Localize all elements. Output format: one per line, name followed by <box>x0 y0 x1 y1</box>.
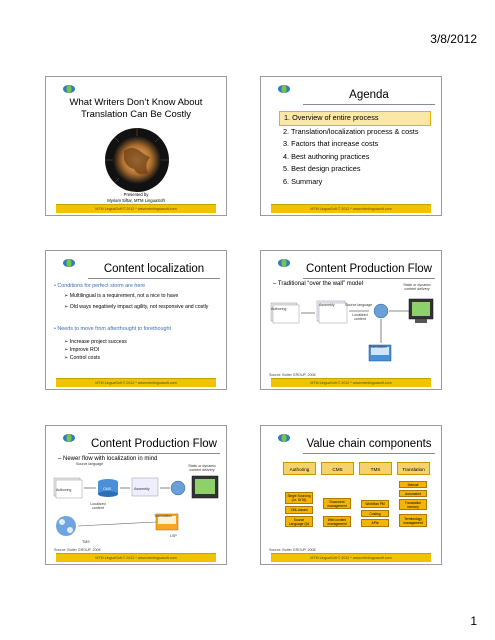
translation-label: Translation <box>369 345 387 349</box>
cell-automated: Automated <box>399 490 427 497</box>
slide-production-flow-traditional <box>260 250 442 390</box>
slide-footer: MTM LinguaSoft © 2012 * www.mtmlinguasoft.com <box>56 553 216 562</box>
agenda-item: 3. Factors that increase costs <box>283 139 379 148</box>
agenda-list <box>279 111 431 188</box>
slide-footer: MTM LinguaSoft © 2012 * www.mtmlinguasoft.com <box>56 204 216 213</box>
slide-agenda <box>260 76 442 216</box>
slide-title <box>45 76 227 216</box>
cell-apis: APIs <box>361 519 389 527</box>
bullet-level2: ➢ Increase project success <box>64 339 127 345</box>
column-tms: TMS <box>359 462 392 475</box>
cell-document-management: Document management <box>323 498 351 509</box>
localized-label: Localized content <box>352 313 368 321</box>
delivery-label: Static or dynamic content delivery <box>188 464 216 472</box>
column-cms: CMS <box>321 462 354 475</box>
slide-heading: Content Production Flow <box>88 438 220 454</box>
slide-content-localization <box>45 250 227 390</box>
assembly-label: Assembly <box>134 487 150 491</box>
assembly-label: Assembly <box>319 303 335 307</box>
source-language-label: Source language <box>345 303 373 307</box>
globe-image <box>104 127 170 193</box>
slide-footer: MTM LinguaSoft © 2012 * www.mtmlinguasoft.com <box>271 204 431 213</box>
authoring-label: Authoring <box>56 488 72 492</box>
agenda-item: 2. Translation/localization process & costs <box>283 126 419 136</box>
bullet-level2: ➢ Improve ROI <box>64 347 100 353</box>
slide-production-flow-newer <box>45 425 227 565</box>
slide-heading: Content Production Flow <box>303 263 435 279</box>
cell-single-sourcing: Single Sourcing (i.e. DITA) <box>285 492 313 504</box>
bullet-level2: ➢ Old ways negatively impact agility, not responsive and costly <box>64 304 209 310</box>
slide-footer: MTM LinguaSoft © 2012 * www.mtmlinguasoft.com <box>56 378 216 387</box>
cell-terminology-management: Terminology management <box>399 514 427 527</box>
column-authoring: Authoring <box>283 462 316 475</box>
source-note: Source: Butler GROUP, 2008 <box>269 373 316 377</box>
source-note: Source: Butler GROUP, 2008 <box>269 548 316 552</box>
flow-diagram <box>52 470 222 548</box>
column-translation: Translation <box>397 462 430 475</box>
slide-value-chain <box>260 425 442 565</box>
source-note: Source: Butler GROUP, 2008 <box>54 548 101 552</box>
cell-xml-based: XML-based <box>285 506 313 514</box>
cell-web-content-management: Web content management <box>323 516 351 527</box>
slide-heading: Value chain components <box>303 438 435 454</box>
cell-workflow-pm: Workflow PM <box>361 500 389 508</box>
mtm-logo <box>267 257 301 279</box>
page-date: 3/8/2012 <box>430 32 477 46</box>
bullet-level2: ➢ Control costs <box>64 355 101 361</box>
agenda-item: 4. Best authoring practices <box>283 151 370 161</box>
source-language-label: Source language <box>76 462 104 466</box>
slide-title-text: What Writers Don’t Know About Translation Can Be Costly <box>69 97 203 120</box>
slide-heading: Content localization <box>88 263 220 279</box>
agenda-item: 5. Best design practices <box>283 164 361 173</box>
cell-translation-memory: Translation memory <box>399 499 427 510</box>
mtm-logo <box>267 432 301 454</box>
bullet-level2: ➢ Multilingual is a requirement, not a nice to have <box>64 293 179 299</box>
mtm-logo <box>267 83 301 105</box>
delivery-label: Static or dynamic content delivery <box>403 283 431 291</box>
mtm-logo <box>52 432 86 454</box>
authoring-label: Authoring <box>271 307 287 311</box>
bullet-level1: • Conditions for perfect storm are here <box>54 283 146 289</box>
lsp-label: LSP <box>170 534 177 538</box>
presented-by: Presented by <box>123 192 149 197</box>
agenda-item: 1. Overview of entire process <box>279 111 431 126</box>
slide-heading: Agenda <box>303 89 435 105</box>
cms-label: CMS <box>103 487 111 491</box>
translation-label: Translation <box>154 514 172 518</box>
page-number: 1 <box>470 614 477 628</box>
slide-footer: MTM LinguaSoft © 2012 * www.mtmlinguasoft.com <box>271 553 431 562</box>
cell-manual: Manual <box>399 481 427 488</box>
cell-costing: Costing <box>361 510 389 517</box>
tms-label: TMS <box>82 540 90 544</box>
cell-source-qa: Source Language QA <box>285 516 313 527</box>
localized-label: Localized content <box>90 502 106 510</box>
bullet-level1: • Needs to move from afterthought to forethought <box>54 326 171 332</box>
mtm-logo <box>52 257 86 279</box>
agenda-item: 6. Summary <box>283 176 323 186</box>
slide-subtitle: – Traditional “over the wall” model <box>273 281 364 287</box>
slide-subtitle: – Newer flow with localization in mind <box>58 456 158 462</box>
presenter-name: Myriam Siftar, MTM LinguaSoft <box>107 197 165 203</box>
slide-footer: MTM LinguaSoft © 2012 * www.mtmlinguasoft.com <box>271 378 431 387</box>
